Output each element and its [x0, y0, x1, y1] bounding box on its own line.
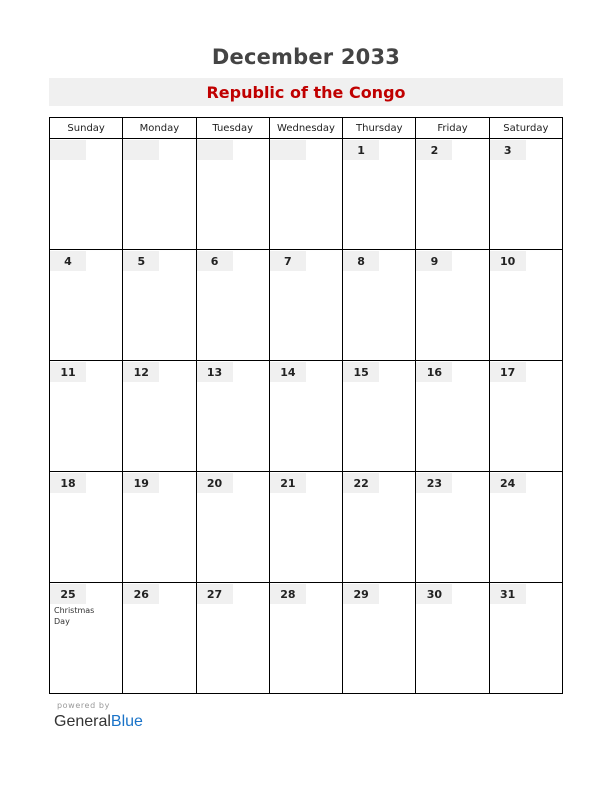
day-cell[interactable]	[416, 250, 489, 361]
day-cell[interactable]	[50, 139, 123, 250]
day-cell[interactable]	[269, 139, 342, 250]
day-cell[interactable]	[416, 583, 489, 694]
day-cell[interactable]	[269, 250, 342, 361]
day-cell[interactable]	[123, 139, 196, 250]
day-cell[interactable]	[269, 583, 342, 694]
day-cell[interactable]	[416, 472, 489, 583]
generalblue-logo[interactable]	[54, 713, 143, 731]
day-cell[interactable]	[196, 361, 269, 472]
country-banner	[49, 78, 563, 106]
day-cell[interactable]	[489, 583, 562, 694]
day-cell[interactable]	[416, 139, 489, 250]
weekday-header: Saturday	[489, 118, 562, 139]
calendar-grid	[49, 117, 563, 694]
day-cell[interactable]	[196, 139, 269, 250]
day-cell[interactable]	[123, 250, 196, 361]
brand-general: General	[54, 713, 111, 730]
day-number: 26	[123, 584, 159, 604]
calendar-title: December 2033	[211, 45, 401, 69]
powered-by-label: powered by	[57, 701, 110, 710]
day-number	[123, 140, 159, 160]
weekday-header: Thursday	[343, 118, 416, 139]
week-row	[50, 250, 563, 361]
brand-blue: Blue	[110, 713, 143, 730]
day-number: 8	[343, 251, 379, 271]
day-number: 14	[270, 362, 306, 382]
day-number: 19	[123, 473, 159, 493]
day-cell[interactable]	[196, 472, 269, 583]
day-cell[interactable]	[123, 583, 196, 694]
day-number: 12	[123, 362, 159, 382]
day-number: 29	[343, 584, 379, 604]
day-number: 9	[416, 251, 452, 271]
day-number: 30	[416, 584, 452, 604]
day-cell[interactable]	[489, 139, 562, 250]
day-number: 27	[197, 584, 233, 604]
weekday-header: Monday	[123, 118, 196, 139]
day-number: 15	[343, 362, 379, 382]
day-number: 20	[197, 473, 233, 493]
day-cell[interactable]	[50, 472, 123, 583]
country-name: Republic of the Congo	[206, 83, 406, 102]
day-cell[interactable]	[343, 139, 416, 250]
weekday-header: Sunday	[50, 118, 123, 139]
week-row	[50, 472, 563, 583]
day-cell[interactable]	[343, 472, 416, 583]
day-number: 5	[123, 251, 159, 271]
day-number	[197, 140, 233, 160]
day-number: 13	[197, 362, 233, 382]
day-cell[interactable]	[489, 361, 562, 472]
day-cell[interactable]	[50, 250, 123, 361]
day-number: 18	[50, 473, 86, 493]
week-row	[50, 583, 563, 694]
day-number: 22	[343, 473, 379, 493]
day-cell[interactable]	[196, 583, 269, 694]
day-number: 2	[416, 140, 452, 160]
day-number: 17	[490, 362, 526, 382]
day-cell[interactable]	[343, 361, 416, 472]
week-row	[50, 361, 563, 472]
day-number: 6	[197, 251, 233, 271]
day-cell[interactable]	[489, 472, 562, 583]
day-cell[interactable]	[489, 250, 562, 361]
day-number: 11	[50, 362, 86, 382]
day-cell[interactable]	[123, 472, 196, 583]
day-cell[interactable]	[196, 250, 269, 361]
day-cell[interactable]	[50, 583, 123, 694]
weekday-header: Friday	[416, 118, 489, 139]
day-cell[interactable]	[269, 472, 342, 583]
day-cell[interactable]	[123, 361, 196, 472]
day-number: 3	[490, 140, 526, 160]
weekday-header-row	[50, 118, 563, 139]
day-number: 1	[343, 140, 379, 160]
day-cell[interactable]	[269, 361, 342, 472]
day-number	[50, 140, 86, 160]
day-number: 10	[490, 251, 526, 271]
weekday-header: Tuesday	[196, 118, 269, 139]
holiday-label: Christmas Day	[54, 606, 95, 626]
day-number: 28	[270, 584, 306, 604]
weekday-header: Wednesday	[269, 118, 342, 139]
day-number: 24	[490, 473, 526, 493]
week-row	[50, 139, 563, 250]
day-cell[interactable]	[416, 361, 489, 472]
day-cell[interactable]	[50, 361, 123, 472]
day-number: 16	[416, 362, 452, 382]
day-number: 4	[50, 251, 86, 271]
day-number: 23	[416, 473, 452, 493]
day-cell[interactable]	[343, 250, 416, 361]
day-number: 21	[270, 473, 306, 493]
day-cell[interactable]	[343, 583, 416, 694]
day-number: 25	[50, 584, 86, 604]
day-number: 31	[490, 584, 526, 604]
day-number: 7	[270, 251, 306, 271]
day-number	[270, 140, 306, 160]
